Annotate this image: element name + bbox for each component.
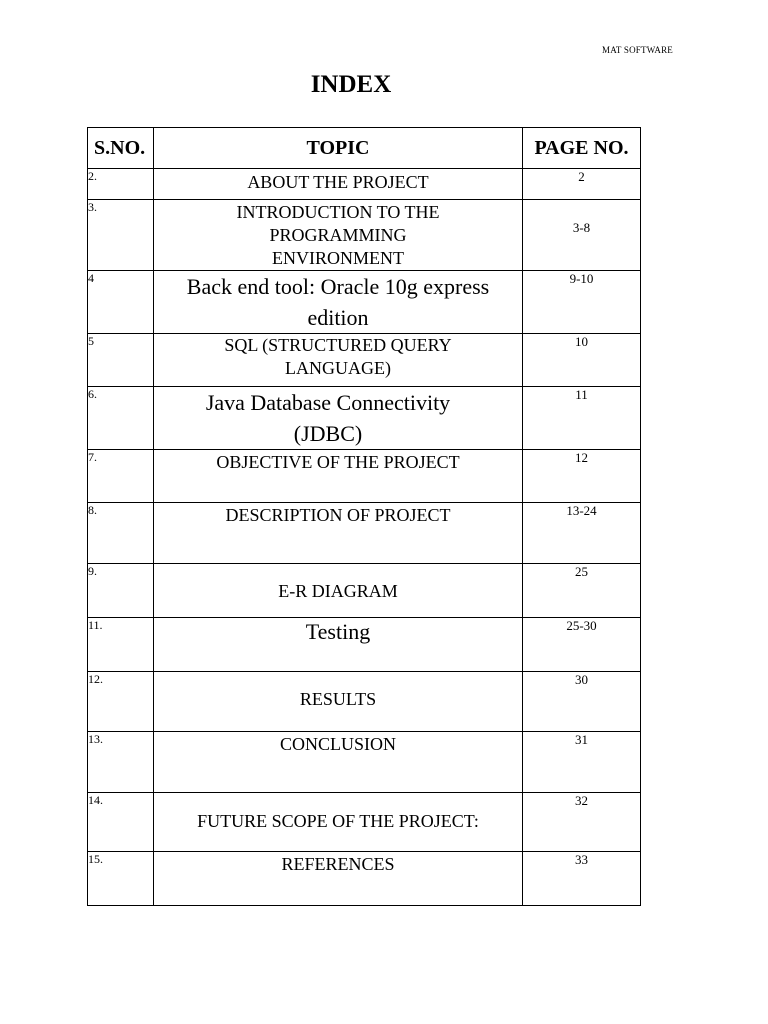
row-topic: CONCLUSION: [154, 732, 523, 793]
row-sno: 15.: [88, 852, 154, 906]
row-page: 9-10: [523, 271, 641, 334]
row-topic-text: Java Database Connectivity (JDBC): [205, 390, 451, 446]
row-sno: 7.: [88, 450, 154, 503]
row-sno: 6.: [88, 387, 154, 450]
table-row: [88, 200, 641, 271]
table-row: [88, 387, 641, 450]
row-topic: OBJECTIVE OF THE PROJECT: [154, 450, 523, 503]
table-row: [88, 503, 641, 564]
row-page: 32: [523, 793, 641, 852]
table-row: [88, 271, 641, 334]
row-sno: 14.: [88, 793, 154, 852]
table-row: [88, 672, 641, 732]
row-topic: [154, 334, 523, 387]
row-page: 25: [523, 564, 641, 618]
row-sno: 4: [88, 271, 154, 334]
table-row: [88, 169, 641, 200]
row-sno: 12.: [88, 672, 154, 732]
row-page: 33: [523, 852, 641, 906]
header-page: PAGE NO.: [523, 128, 641, 169]
header-sno: S.NO.: [88, 128, 154, 169]
row-sno: 9.: [88, 564, 154, 618]
table-row: [88, 793, 641, 852]
row-sno: 8.: [88, 503, 154, 564]
row-topic-text: INTRODUCTION TO THE PROGRAMMING ENVIRONMENT: [236, 202, 440, 268]
row-topic-text: SQL (STRUCTURED QUERY LANGUAGE): [224, 335, 452, 378]
header-topic: TOPIC: [154, 128, 523, 169]
row-topic: Testing: [154, 618, 523, 672]
table-row: [88, 618, 641, 672]
row-topic: E-R DIAGRAM: [154, 564, 523, 618]
row-topic: [154, 200, 523, 271]
row-topic: REFERENCES: [154, 852, 523, 906]
header-note: MAT SOFTWARE: [602, 45, 673, 55]
row-sno: 11.: [88, 618, 154, 672]
row-page: 30: [523, 672, 641, 732]
table-row: [88, 450, 641, 503]
row-topic: [154, 387, 523, 450]
row-topic: ABOUT THE PROJECT: [154, 169, 523, 200]
row-page: 2: [523, 169, 641, 200]
row-topic: DESCRIPTION OF PROJECT: [154, 503, 523, 564]
table-row: [88, 564, 641, 618]
row-sno: 3.: [88, 200, 154, 271]
page-title: INDEX: [310, 71, 392, 98]
table-row: [88, 334, 641, 387]
row-topic: RESULTS: [154, 672, 523, 732]
row-topic-text: Back end tool: Oracle 10g express edition: [186, 274, 490, 330]
row-page: 13-24: [523, 503, 641, 564]
row-page: 31: [523, 732, 641, 793]
row-page: 3-8: [523, 200, 641, 271]
row-topic: [154, 271, 523, 334]
row-page: 25-30: [523, 618, 641, 672]
table-row: [88, 852, 641, 906]
row-topic: FUTURE SCOPE OF THE PROJECT:: [154, 793, 523, 852]
row-page: 11: [523, 387, 641, 450]
table-header-row: [88, 128, 641, 169]
row-page: 12: [523, 450, 641, 503]
index-table: [87, 127, 641, 906]
row-sno: 2.: [88, 169, 154, 200]
row-sno: 5: [88, 334, 154, 387]
table-row: [88, 732, 641, 793]
row-page: 10: [523, 334, 641, 387]
row-sno: 13.: [88, 732, 154, 793]
